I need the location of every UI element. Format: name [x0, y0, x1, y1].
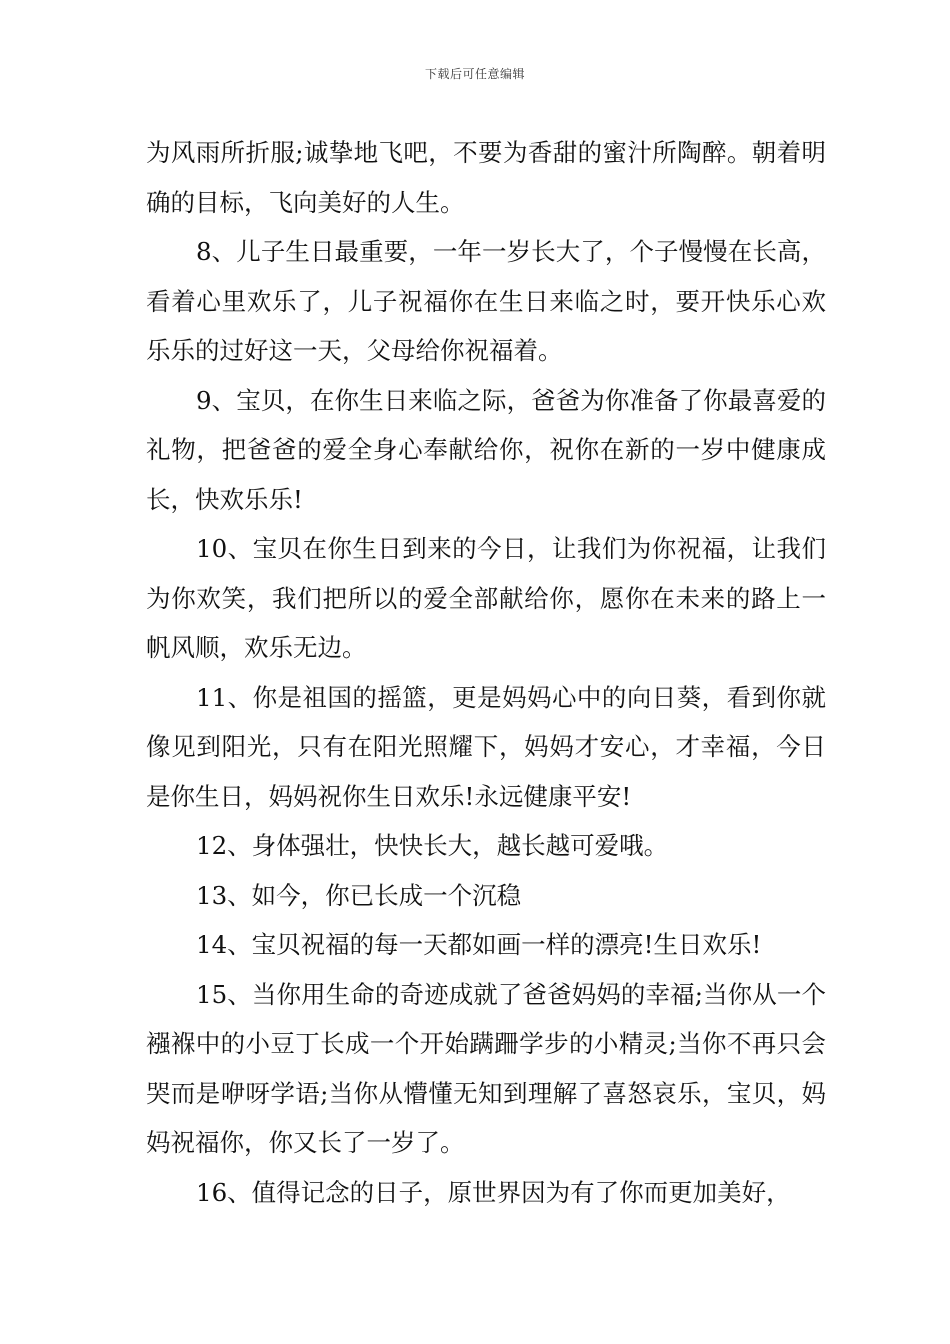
paragraph: 9、宝贝，在你生日来临之际，爸爸为你准备了你最喜爱的礼物，把爸爸的爱全身心奉献给你，祝你在新的一岁中健康成长，快欢乐乐!: [146, 385, 826, 514]
page-header: 下载后可任意编辑: [424, 67, 525, 81]
document-body: [146, 128, 826, 1217]
paragraph: 14、宝贝祝福的每一天都如画一样的漂亮!生日欢乐!: [196, 930, 762, 959]
paragraph: 16、值得记念的日子，原世界因为有了你而更加美好，: [196, 1177, 791, 1207]
paragraph: 为风雨所折服;诚挚地飞吧，不要为香甜的蜜汁所陶醉。朝着明确的目标，飞向美好的人生。: [146, 138, 826, 217]
paragraph: 10、宝贝在你生日到来的今日，让我们为你祝福，让我们为你欢笑，我们把所以的爱全部献给你，愿你在未来的路上一帆风顺，欢乐无边。: [146, 534, 826, 662]
paragraph: 13、如今，你已长成一个沉稳: [196, 880, 522, 910]
paragraph: 8、儿子生日最重要，一年一岁长大了，个子慢慢在长高，看着心里欢乐了，儿子祝福你在生日来临之时，要开快乐心欢乐乐的过好这一天，父母给你祝福着。: [146, 237, 826, 365]
paragraph: 15、当你用生命的奇迹成就了爸爸妈妈的幸福;当你从一个襁褓中的小豆丁长成一个开始蹒跚学步的小精灵;当你不再只会哭而是咿呀学语;当你从懵懂无知到理解了喜怒哀乐，宝贝，妈妈祝福你，你又长了一岁了。: [146, 979, 826, 1157]
paragraph: 11、你是祖国的摇篮，更是妈妈心中的向日葵，看到你就像见到阳光，只有在阳光照耀下，妈妈才安心，才幸福，今日是你生日，妈妈祝你生日欢乐!永远健康平安!: [146, 682, 826, 811]
paragraph: 12、身体强壮，快快长大，越长越可爱哦。: [196, 831, 669, 860]
